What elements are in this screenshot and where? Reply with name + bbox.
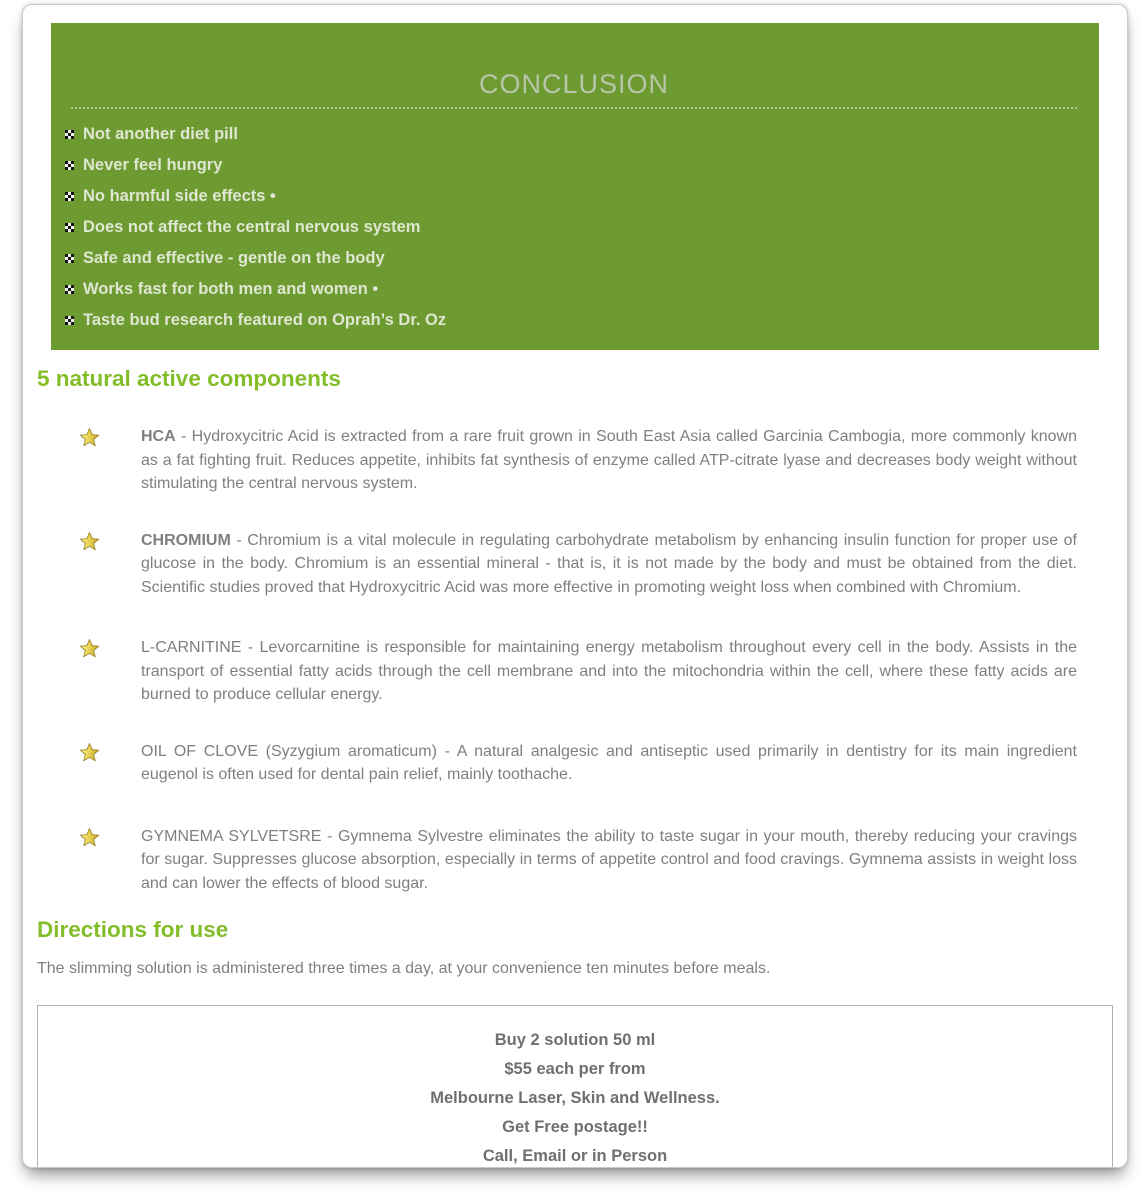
component-lead: OIL OF CLOVE (Syzygium aromaticum): [141, 742, 437, 760]
checkerboard-icon: [65, 285, 74, 294]
component-body: - Gymnema Sylvestre eliminates the ability to taste sugar in your mouth, thereby reducing your cravings for sugar. Suppresses glucose absorption, especially in terms of appetite control and food cravings. Gymnema assists in weight loss and can lower the effects of blood sugar.: [141, 827, 1077, 892]
component-text: [141, 636, 1113, 707]
component-body: - Chromium is a vital molecule in regulating carbohydrate metabolism by enhancing insulin function for proper use of glucose in the body. Chromium is an essential mineral - that is, it is not made by the body and must be obtained from the diet. Scientific studies proved that Hydroxycitric Acid was more effective in promoting weight loss when combined with Chromium.: [141, 531, 1077, 596]
list-item: [63, 212, 1085, 243]
conclusion-panel: [51, 23, 1099, 350]
page-card: [22, 4, 1128, 1168]
list-item-label: Works fast for both men and women •: [83, 280, 379, 298]
list-item: [63, 305, 1085, 336]
gold-star-icon: [79, 827, 100, 848]
component-lead: GYMNEMA SYLVETSRE: [141, 827, 322, 845]
gold-star-icon: [79, 427, 100, 448]
list-item: [63, 119, 1085, 150]
directions-heading: Directions for use: [37, 917, 229, 942]
checkerboard-icon: [65, 130, 74, 139]
component-body: - A natural analgesic and antiseptic used primarily in dentistry for its main ingredient eugenol is often used for dental pain relief, mainly toothache.: [141, 742, 1078, 783]
conclusion-title: CONCLUSION: [478, 69, 670, 99]
gold-star-icon: [79, 742, 100, 763]
dotted-divider: [71, 107, 1077, 109]
offer-line: $55 each per from: [504, 1060, 646, 1078]
list-item-label: Safe and effective - gentle on the body: [83, 249, 385, 267]
list-item-label: Does not affect the central nervous system: [83, 218, 421, 236]
component-text: [141, 740, 1113, 787]
list-item-label: No harmful side effects •: [83, 187, 276, 205]
checkerboard-icon: [65, 254, 74, 263]
checkerboard-icon: [65, 161, 74, 170]
checkerboard-icon: [65, 316, 74, 325]
list-item: [63, 274, 1085, 305]
offer-box: [37, 1005, 1113, 1168]
component-item-clove: [37, 740, 1113, 787]
offer-line: Buy 2 solution 50 ml: [494, 1031, 656, 1049]
component-item-hca: [37, 425, 1113, 496]
checkerboard-icon: [65, 223, 74, 232]
offer-line: Call, Email or in Person: [482, 1147, 668, 1165]
gold-star-icon: [79, 531, 100, 552]
component-lead: HCA: [141, 428, 176, 445]
list-item: [63, 181, 1085, 212]
component-item-lcarnitine: [37, 636, 1113, 707]
component-text: [141, 825, 1113, 896]
list-item-label: Not another diet pill: [83, 125, 238, 143]
components-heading: 5 natural active components: [37, 366, 341, 391]
offer-line: Melbourne Laser, Skin and Wellness.: [430, 1089, 720, 1107]
list-item: [63, 150, 1085, 181]
component-lead: L-CARNITINE: [141, 639, 242, 656]
component-body: - Levorcarnitine is responsible for maintaining energy metabolism throughout every cell in the body. Assists in the transport of essential fatty acids through the cell membrane and into the mitochondria within the cell, where these fatty acids are burned to produce cellular energy.: [141, 639, 1077, 703]
directions-text: The slimming solution is administered three times a day, at your convenience ten minutes before meals.: [37, 960, 771, 977]
component-body: - Hydroxycitric Acid is extracted from a rare fruit grown in South East Asia called Garcinia Cambogia, more commonly known as a fat fighting fruit. Reduces appetite, inhibits fat synthesis of enzyme called ATP-citrate lyase and decreases body weight without stimulating the central nervous system.: [141, 428, 1077, 492]
conclusion-list: [63, 119, 1085, 336]
component-text: [141, 529, 1113, 600]
component-lead: CHROMIUM: [141, 531, 231, 549]
checkerboard-icon: [65, 192, 74, 201]
list-item-label: Taste bud research featured on Oprah’s Dr. Oz: [83, 311, 447, 329]
list-item: [63, 243, 1085, 274]
gold-star-icon: [79, 638, 100, 659]
component-text: [141, 425, 1113, 496]
list-item-label: Never feel hungry: [83, 156, 223, 174]
component-item-gymnema: [37, 825, 1113, 896]
offer-line: Get Free postage!!: [502, 1118, 648, 1136]
component-item-chromium: [37, 529, 1113, 600]
